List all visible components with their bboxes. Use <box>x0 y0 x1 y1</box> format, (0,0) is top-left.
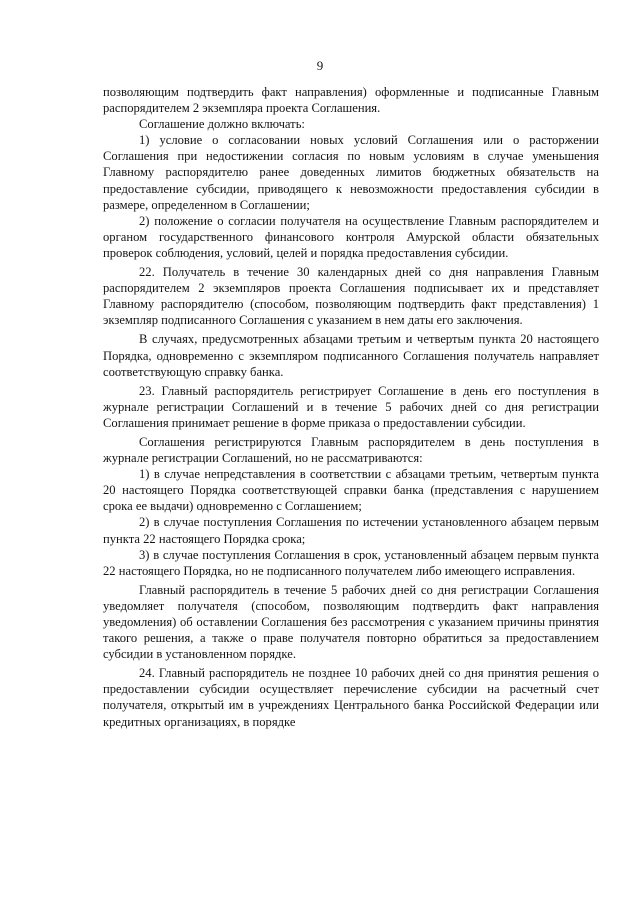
paragraph: 23. Главный распорядитель регистрирует Соглашение в день его поступления в журнале регистрации Соглашений и в течение 5 рабочих дней со дня регистрации Соглашения принимает решение в форме приказа о предоставлении субсидии. <box>103 383 599 430</box>
paragraph: 24. Главный распорядитель не позднее 10 рабочих дней со дня принятия решения о предоставлении субсидии осуществляет перечисление субсидии на расчетный счет получателя, открытый им в учреждениях Центрального банка Российской Федерации или кредитных организациях, в порядке <box>103 666 599 729</box>
paragraph: Главный распорядитель в течение 5 рабочих дней со дня регистрации Соглашения уведомляет получателя (способом, позволяющим подтвердить факт направления уведомления) об оставлении Соглашения без рассмотрения с указанием причины принятия такого решения, а также о праве получателя повторно обратиться за предоставлением субсидии в установленном порядке. <box>103 582 599 662</box>
paragraph: В случаях, предусмотренных абзацами третьим и четвертым пункта 20 настоящего Порядка, одновременно с экземпляром подписанного Соглашения получатель направляет соответствующую справку банка. <box>103 332 599 379</box>
paragraph: 1) в случае непредставления в соответствии с абзацами третьим, четвертым пункта 20 настоящего Порядка соответствующей справки банка (представления с нарушением срока ее выдачи) одновременно с Соглашением; <box>103 467 599 514</box>
paragraph: 1) условие о согласовании новых условий Соглашения или о расторжении Соглашения при недостижении согласия по новым условиям в случае уменьшения Главному распорядителю ранее доведенных лимитов бюджетных обязательств на предоставление субсидии, приводящего к невозможности предоставления субсидии в размере, определенном в Соглашении; <box>103 133 599 212</box>
paragraph: Соглашение должно включать: <box>139 117 305 132</box>
paragraph: 3) в случае поступления Соглашения в срок, установленный абзацем первым пункта 22 настоящего Порядка, но не подписанного получателем либо имеющего исправления. <box>103 547 599 578</box>
paragraph: 2) положение о согласии получателя на осуществление Главным распорядителем и органом государственного финансового контроля Амурской области обязательных проверок соблюдения, условий, целей и порядка предоставления субсидии. <box>103 213 599 260</box>
page-number: 9 <box>316 58 324 73</box>
paragraph: позволяющим подтвердить факт направления) оформленные и подписанные Главным распорядителем 2 экземпляра проекта Соглашения. <box>103 85 599 116</box>
paragraph: Соглашения регистрируются Главным распорядителем в день поступления в журнале регистрации Соглашений, но не рассматриваются: <box>103 434 599 466</box>
paragraph: 2) в случае поступления Соглашения по истечении установленного абзацем первым пункта 22 настоящего Порядка срока; <box>103 515 599 546</box>
paragraph: 22. Получатель в течение 30 календарных дней со дня направления Главным распорядителем 2 экземпляров проекта Соглашения подписывает их и представляет Главному распорядителю (способом, позволяющим подтвердить факт представления) 1 экземпляр подписанного Соглашения с указанием в нем даты его заключения. <box>103 265 599 328</box>
document-body <box>103 84 599 730</box>
